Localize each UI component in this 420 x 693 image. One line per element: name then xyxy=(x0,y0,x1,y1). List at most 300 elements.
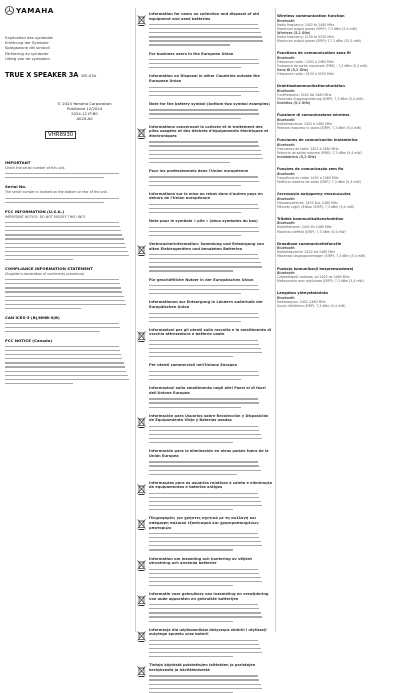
section-title: Informacja dla użytkowników dotycząca zbiórki i utylizacji zużytego sprzętu oraz baterii xyxy=(149,627,267,637)
text-line xyxy=(5,243,125,244)
text-line xyxy=(149,321,241,322)
spec-title: Drahtloskommunikationsfunktion xyxy=(277,84,345,89)
spec-title: Fonctions de communication sans fil xyxy=(277,51,351,56)
text-line xyxy=(5,371,126,372)
section-body xyxy=(149,412,273,444)
section-title: For business users in the European Union xyxy=(149,51,234,56)
section-body xyxy=(149,217,273,236)
spacer xyxy=(137,51,149,69)
body-text-lines xyxy=(149,87,273,96)
text-line xyxy=(149,375,259,376)
text-line xyxy=(149,577,261,578)
body-text-lines xyxy=(149,640,273,658)
section-title: Tietoja käytöstä poistettujen laitteiden ja paristojen keräyksestä ja hävittämisestä xyxy=(149,663,256,672)
text-line xyxy=(149,227,258,228)
body-text-lines xyxy=(149,604,273,622)
body-text-lines xyxy=(149,176,273,185)
text-line xyxy=(149,145,259,146)
disposal-section xyxy=(137,447,273,475)
yamaha-tuning-fork-icon xyxy=(5,6,14,15)
text-line xyxy=(149,545,262,546)
text-line xyxy=(149,118,241,119)
text-line xyxy=(5,304,126,305)
section-title: Informations sur la mise au rebut dans d'autres pays en dehors de l'Union européenne xyxy=(149,191,263,201)
spec-title: Wireless communication function xyxy=(277,14,345,18)
section-body xyxy=(149,555,273,587)
text-line xyxy=(5,366,125,367)
text-line xyxy=(149,262,261,263)
section-text: IMPORTANT NOTICE: DO NOT MODIFY THIS UNIT! xyxy=(5,214,86,219)
document-id: VHR8930 xyxy=(45,131,76,139)
disposal-section xyxy=(137,72,273,95)
spec-line: Sans fil (5,2 GHz) xyxy=(277,68,309,73)
spacer xyxy=(137,73,149,95)
section-title: Informazioni sullo smaltimento negli altri Paesi al di fuori dell'Unione Europea xyxy=(149,386,266,395)
wireless-spec-block xyxy=(277,291,415,308)
text-line xyxy=(149,509,233,510)
body-text-lines xyxy=(5,323,134,332)
section-title: CAN ICES-3 (B)/NMB-3(B) xyxy=(5,314,60,320)
notice-section xyxy=(5,266,134,309)
text-line xyxy=(5,379,129,380)
text-line xyxy=(149,652,262,653)
disposal-section xyxy=(137,661,273,693)
text-line xyxy=(5,331,100,332)
body-text-lines xyxy=(149,59,273,68)
body-text-lines xyxy=(149,371,273,380)
text-line xyxy=(149,585,233,586)
spec-line: Bluetooth xyxy=(277,88,295,93)
left-column xyxy=(5,6,134,638)
disposal-section xyxy=(137,240,273,272)
print-code: 2024-12 IP-B0 xyxy=(71,111,98,117)
wireless-spec-block xyxy=(277,84,415,105)
spec-title: Trådlös kommunikationsfunktion xyxy=(277,216,344,221)
spec-line: Maximal uteffekt (EIRP): 7,3 dBm (5,4 mW) xyxy=(277,229,346,234)
section-title: Información para Usuarios sobre Recolección y Disposición de Equipamiento Viejo y Baterías usadas xyxy=(149,413,269,423)
text-line xyxy=(5,238,124,239)
section-title: Note for the battery symbol (bottom two symbol examples) xyxy=(149,101,270,106)
language-item: Uitleg van de symbolen xyxy=(5,55,50,61)
body-text-lines xyxy=(149,340,273,358)
notice-section xyxy=(5,315,134,332)
text-line xyxy=(149,656,233,657)
section-body xyxy=(149,479,273,511)
section-title: Serial No. xyxy=(5,184,27,190)
text-line xyxy=(149,573,259,574)
spec-line: Fréquence radio : 5150 à 5250 MHz xyxy=(277,72,334,77)
spec-line: Bluetooth xyxy=(277,171,295,176)
text-line xyxy=(149,150,261,151)
body-text-lines xyxy=(149,313,273,322)
publication-info xyxy=(5,101,134,121)
body-text-lines xyxy=(149,141,273,163)
spacer xyxy=(137,191,149,213)
text-line xyxy=(5,234,122,235)
spec-line: Drahtlos (5,2 GHz) xyxy=(277,101,311,106)
text-line xyxy=(5,198,119,199)
section-title: Informations concernant la collecte et le traitement des piles usagées et des déchets d'équipements électriques et électroniques xyxy=(149,124,269,138)
language-list xyxy=(5,35,134,61)
spec-line: Radiofrequentie: 2402 tot 2480 MHz xyxy=(277,250,336,255)
text-line xyxy=(149,158,263,159)
text-line xyxy=(5,300,125,301)
text-line xyxy=(149,549,233,550)
text-line xyxy=(5,177,104,178)
spec-line: Frecuencia de radio: 2402 a 2480 MHz xyxy=(277,146,339,151)
section-title: COMPLIANCE INFORMATION STATEMENT xyxy=(5,266,93,271)
text-line xyxy=(5,346,119,347)
spec-line: Częstotliwość radiowa: od 2402 do 2480 MHz xyxy=(277,275,350,280)
text-line xyxy=(5,251,128,252)
wireless-spec-block xyxy=(277,138,415,159)
text-line xyxy=(149,181,259,182)
text-line xyxy=(149,28,259,29)
text-line xyxy=(149,87,258,88)
wireless-spec-block xyxy=(277,113,415,130)
text-line xyxy=(5,247,126,248)
spec-line: Radiofrequenza: 2402 a 2480 MHz xyxy=(277,121,333,126)
section-title: Información para la eliminación en otros países fuera de la Unión Europea xyxy=(149,449,269,458)
text-line xyxy=(149,95,241,96)
text-line xyxy=(149,317,259,318)
disposal-section xyxy=(137,10,273,46)
disposal-section xyxy=(137,555,273,587)
spec-line: Radio frequency: 2402 to 2480 MHz xyxy=(277,22,335,27)
body-text-lines xyxy=(5,173,134,178)
text-line xyxy=(149,402,259,403)
disposal-section xyxy=(137,514,273,550)
spec-line: Wireless (5.2 GHz) xyxy=(277,30,311,35)
text-line xyxy=(149,59,258,60)
disposal-section xyxy=(137,123,273,163)
text-line xyxy=(149,371,258,372)
spacer xyxy=(137,101,149,119)
section-body xyxy=(149,167,273,186)
text-line xyxy=(5,354,121,355)
text-line xyxy=(149,352,262,353)
wireless-spec-blocks xyxy=(277,14,415,308)
section-title: Informationen zur Entsorgung in Ländern außerhalb der Europäischen Union xyxy=(149,300,263,310)
text-line xyxy=(149,356,233,357)
text-line xyxy=(149,679,259,680)
section-body xyxy=(149,361,273,380)
section-body xyxy=(149,100,273,119)
wireless-spec-block xyxy=(277,167,415,184)
text-line xyxy=(149,212,241,213)
body-text-lines xyxy=(5,222,134,260)
text-line xyxy=(149,141,258,142)
disposal-section xyxy=(137,590,273,622)
body-text-lines xyxy=(149,461,273,474)
text-line xyxy=(149,176,258,177)
text-line xyxy=(149,442,233,443)
text-line xyxy=(5,362,124,363)
spec-line: Bluetooth xyxy=(277,296,295,300)
section-body xyxy=(149,276,273,295)
text-line xyxy=(149,438,262,439)
text-line xyxy=(149,569,258,570)
body-text-lines xyxy=(149,398,273,407)
spec-line: Radiofrekvens: 2402 till 2480 MHz xyxy=(277,225,332,230)
text-line xyxy=(149,254,258,255)
text-line xyxy=(149,398,258,399)
text-line xyxy=(149,581,262,582)
text-line xyxy=(149,266,262,267)
section-body xyxy=(149,590,273,622)
text-line xyxy=(5,279,119,280)
text-line xyxy=(149,204,258,205)
right-column xyxy=(277,6,415,638)
text-line xyxy=(149,24,258,25)
text-line xyxy=(149,40,263,41)
crossed-bin-icon xyxy=(137,591,149,622)
text-line xyxy=(149,604,258,605)
text-line xyxy=(149,113,259,114)
left-sections xyxy=(5,160,134,384)
body-text-lines xyxy=(149,493,273,511)
section-title: Information on Disposal in other Countries outside the European Union xyxy=(149,74,260,84)
section-body xyxy=(149,447,273,475)
text-line xyxy=(149,348,261,349)
disposal-section xyxy=(137,326,273,358)
spec-line: Bluetooth xyxy=(277,55,295,60)
language-item: Erklärung der Symbole xyxy=(5,40,49,46)
text-line xyxy=(5,283,120,284)
text-line xyxy=(149,285,258,286)
section-text: (Supplier's declaration of conformity procedure) xyxy=(5,272,85,276)
text-line xyxy=(149,32,261,33)
text-line xyxy=(149,675,258,676)
spacer xyxy=(137,385,149,407)
text-line xyxy=(149,67,241,68)
text-line xyxy=(5,226,120,227)
spec-line: Frequência de rádio: 2402 a 2480 MHz xyxy=(277,175,339,180)
text-line xyxy=(149,235,241,236)
section-title: Per utenti commerciali nell'Unione Europea xyxy=(149,363,238,368)
column-divider-right xyxy=(275,8,276,632)
disposal-section xyxy=(137,276,273,295)
crossed-bin-icon xyxy=(137,627,149,658)
body-text-lines xyxy=(5,346,134,384)
text-line xyxy=(5,287,121,288)
disposal-sections xyxy=(137,10,273,693)
text-line xyxy=(5,255,129,256)
middle-column xyxy=(137,6,273,672)
spec-line: Bluetooth xyxy=(277,142,295,147)
spacer xyxy=(137,218,149,236)
text-line xyxy=(5,296,124,297)
text-line xyxy=(149,293,241,294)
section-title: Informazioni per gli utenti sulla raccolta e lo smaltimento di vecchia attrezzatura e batterie usate xyxy=(149,327,272,337)
spec-line: Bluetooth xyxy=(277,117,295,122)
section-body xyxy=(149,72,273,95)
wireless-spec-block xyxy=(277,217,415,234)
disposal-section xyxy=(137,298,273,321)
text-line xyxy=(149,313,258,314)
section-body xyxy=(149,240,273,272)
body-text-lines xyxy=(149,426,273,444)
text-line xyxy=(149,493,258,494)
spacer xyxy=(137,299,149,321)
spec-title: Draadloze communicatiefunctie xyxy=(277,241,342,246)
language-item: Spiegazione dei simboli xyxy=(5,45,50,51)
text-line xyxy=(5,173,119,174)
spec-line: Maksymalna moc wyjściowa (EIRP): 7,3 dBm (5,4 mW) xyxy=(277,279,364,284)
section-title: FCC NOTICE (Canada) xyxy=(5,338,53,344)
text-line xyxy=(149,63,259,64)
text-line xyxy=(149,154,262,155)
text-line xyxy=(149,289,259,290)
body-text-lines xyxy=(149,254,273,272)
text-line xyxy=(5,358,122,359)
text-line xyxy=(5,259,73,260)
body-text-lines xyxy=(5,279,134,309)
text-line xyxy=(149,91,259,92)
disposal-section xyxy=(137,167,273,186)
text-line xyxy=(149,36,262,37)
section-body xyxy=(149,384,273,407)
disposal-section xyxy=(137,626,273,658)
section-title: FCC INFORMATION (U.S.A.) xyxy=(5,208,65,214)
crossed-bin-icon xyxy=(137,662,149,693)
model-code: WS-X3A xyxy=(81,73,97,79)
section-text: Check the serial number of this unit. xyxy=(5,166,66,171)
spec-line: Maximaal uitgangsvermogen (EIRP): 7,3 dBm (5,4 mW) xyxy=(277,254,366,259)
brand-logo xyxy=(5,6,134,15)
body-text-lines xyxy=(149,24,273,46)
text-line xyxy=(149,470,261,471)
section-body xyxy=(149,10,273,46)
text-line xyxy=(149,541,261,542)
spec-line: Fréquence radio : 2402 à 2480 MHz xyxy=(277,59,334,64)
text-line xyxy=(149,430,259,431)
spec-line: Radio frequency: 5150 to 5250 MHz xyxy=(277,34,335,39)
spec-line: Potenza massima in uscita (EIRP): 7,3 dBm (5,4 mW) xyxy=(277,125,362,130)
spec-line: Μέγιστη ισχύς εξόδου (EIRP): 7,3 dBm (5,4 mW) xyxy=(277,204,355,209)
disposal-section xyxy=(137,190,273,213)
notice-section xyxy=(5,209,134,260)
spec-title: Funciones de comunicación inalámbrica xyxy=(277,138,358,143)
spec-line: Inalámbrico (5,2 GHz) xyxy=(277,154,317,159)
notice-section xyxy=(5,338,134,384)
spec-line: Bluetooth xyxy=(277,246,295,251)
text-line xyxy=(149,497,259,498)
text-line xyxy=(149,688,262,689)
section-title: Note pour le symbole « pile » (deux symboles du bas) xyxy=(149,219,258,224)
text-line xyxy=(149,407,241,408)
section-body xyxy=(149,661,273,693)
wireless-spec-block xyxy=(277,192,415,209)
notice-section xyxy=(5,184,134,202)
section-title: Information om insamling och hantering av uttjänt utrustning och använda batterier xyxy=(149,556,252,566)
text-line xyxy=(149,340,258,341)
text-line xyxy=(5,383,73,384)
spec-line: Suurin lähtöteho (EIRP): 7,3 dBm (5,4 mW) xyxy=(277,304,346,309)
text-line xyxy=(149,616,262,617)
wireless-spec-block xyxy=(277,51,415,76)
spec-line: Radiotaajuus: 2402–2480 MHz xyxy=(277,300,326,305)
section-title: Informações para os usuários relativas à coleta e eliminação de equipamentos e baterias antigos xyxy=(149,480,273,490)
crossed-bin-icon xyxy=(137,124,149,163)
spec-line: Funkfrequenz: 2402 bis 2480 MHz xyxy=(277,92,332,97)
spec-line: Ραδιοσυχνότητα: 2402 έως 2480 MHz xyxy=(277,200,338,205)
text-line xyxy=(149,644,259,645)
text-line xyxy=(149,185,241,186)
section-title: Informatie voor gebruikers van inzameling en verwijdering van oude apparaten en gebruikte batterijen xyxy=(149,592,269,601)
spacer xyxy=(137,362,149,380)
spec-line: Maximum output power (EIRP): 17.2 dBm (52.5 mW) xyxy=(277,39,362,44)
text-line xyxy=(149,270,233,271)
spacer xyxy=(137,168,149,186)
text-line xyxy=(5,291,122,292)
section-body xyxy=(149,326,273,358)
text-line xyxy=(149,162,230,163)
section-body xyxy=(149,514,273,550)
text-line xyxy=(149,258,259,259)
spec-line: Bluetooth xyxy=(277,196,295,201)
spec-line: Bluetooth xyxy=(277,18,295,23)
text-line xyxy=(149,379,241,380)
text-line xyxy=(149,501,261,502)
body-text-lines xyxy=(5,198,134,203)
section-body xyxy=(149,626,273,658)
crossed-bin-icon xyxy=(137,11,149,46)
model-name: TRUE X SPEAKER 3A xyxy=(5,71,79,80)
text-line xyxy=(149,109,258,110)
crossed-bin-icon xyxy=(137,413,149,444)
text-line xyxy=(5,375,128,376)
spec-title: Langaton yhteystoiminto xyxy=(277,291,328,296)
text-line xyxy=(149,533,258,534)
body-text-lines xyxy=(149,533,273,551)
spec-line: Potencia de salida máxima (PIRE): 7,3 dBm (5,4 mW) xyxy=(277,150,362,155)
spec-title: Funzione di comunicazione wireless xyxy=(277,113,350,118)
text-line xyxy=(149,640,258,641)
text-line xyxy=(149,621,233,622)
language-item: Explication des symboles xyxy=(5,35,54,40)
section-title: IMPORTANT xyxy=(5,160,31,166)
body-text-lines xyxy=(149,285,273,294)
text-line xyxy=(5,327,120,328)
section-title: Πληροφορίες για χρήστες σχετικά με τη συλλογή και απόρριψη παλαιού εξοπλισμού και χρησιμοποιημένων μπαταριών xyxy=(149,516,259,530)
text-line xyxy=(149,426,258,427)
body-text-lines xyxy=(149,675,273,693)
text-line xyxy=(149,684,261,685)
text-line xyxy=(5,308,81,309)
column-divider-left xyxy=(135,8,136,632)
disposal-section xyxy=(137,50,273,69)
section-title: Pour les professionnels dans l'Union européenne xyxy=(149,168,249,173)
spec-line: Puissance de sortie maximale (PIRE) : 7,3 dBm (5,4 mW) xyxy=(277,63,368,68)
crossed-bin-icon xyxy=(137,241,149,272)
text-line xyxy=(5,350,120,351)
text-line xyxy=(149,505,262,506)
language-item: Förklaring av symboler xyxy=(5,50,49,56)
disposal-section xyxy=(137,100,273,119)
text-line xyxy=(149,648,261,649)
section-text: The serial number is located on the bottom or rear of the unit. xyxy=(5,190,108,195)
crossed-bin-icon xyxy=(137,327,149,358)
wireless-spec-block xyxy=(277,242,415,259)
wireless-spec-block xyxy=(277,267,415,284)
section-title: Information for users on collection and disposal of old equipment and used batteries xyxy=(149,12,259,21)
crossed-bin-icon xyxy=(137,556,149,587)
text-line xyxy=(149,231,259,232)
section-body xyxy=(149,298,273,321)
text-line xyxy=(149,612,261,613)
spec-line: Potência máxima de saída (EIRP): 7,3 dBm (5,4 mW) xyxy=(277,179,361,184)
